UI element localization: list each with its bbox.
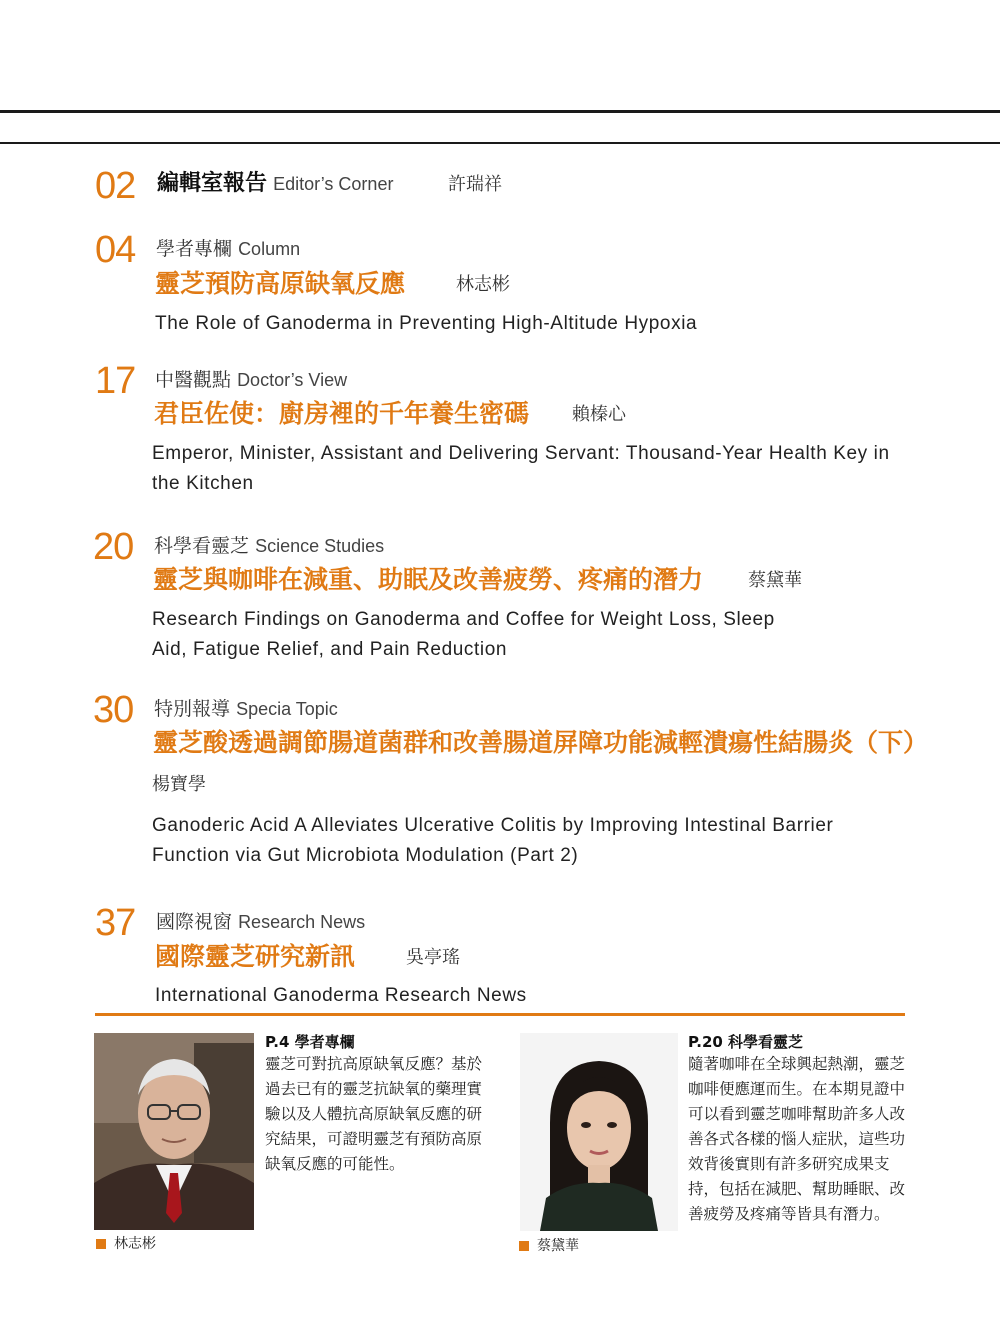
section-label-en: Specia Topic xyxy=(236,699,338,719)
section-label-zh: 特別報導 xyxy=(154,698,231,720)
article-title-en[interactable]: The Role of Ganoderma in Preventing High-Altitude Hypoxia xyxy=(155,313,698,334)
page-number: 17 xyxy=(95,360,136,402)
header-rule-top xyxy=(0,110,1000,113)
divider-rule xyxy=(95,1013,905,1016)
page-number: 02 xyxy=(95,165,136,207)
section-label xyxy=(154,697,338,721)
article-title-zh[interactable]: 靈芝與咖啡在減重、助眠及改善疲勞、疼痛的潛力 xyxy=(153,565,704,594)
article-title-zh[interactable]: 靈芝預防高原缺氧反應 xyxy=(155,269,406,298)
article-title-zh[interactable]: 靈芝酸透過調節腸道菌群和改善腸道屏障功能減輕潰瘍性結腸炎（下） xyxy=(153,728,929,757)
section-label xyxy=(156,237,300,261)
article-title-en[interactable]: Research Findings on Ganoderma and Coffee for Weight Loss, Sleep Aid, Fatigue Relief, and Pain Reduction xyxy=(152,609,775,660)
feature-heading: P.20 科學看靈芝 xyxy=(688,1033,804,1051)
photo-caption xyxy=(519,1237,579,1255)
page-number: 20 xyxy=(93,526,134,568)
page-number: 04 xyxy=(95,229,136,271)
section-label xyxy=(157,172,393,196)
author-name: 楊寶學 xyxy=(152,774,206,795)
section-label-en: Doctor’s View xyxy=(237,370,348,390)
article-title-zh[interactable]: 君臣佐使：廚房裡的千年養生密碼 xyxy=(154,399,530,428)
author-name: 吳亭瑤 xyxy=(406,947,460,968)
article-title-en[interactable]: International Ganoderma Research News xyxy=(155,985,527,1006)
page-number: 30 xyxy=(93,689,134,731)
article-title-en[interactable]: Emperor, Minister, Assistant and Delivering Servant: Thousand-Year Health Key in the Kitchen xyxy=(152,443,890,494)
author-name: 蔡黛華 xyxy=(748,570,802,591)
author-name: 林志彬 xyxy=(456,274,510,295)
section-label xyxy=(156,910,365,934)
caption-marker xyxy=(519,1241,529,1251)
author-photo-lin xyxy=(94,1033,254,1230)
section-label xyxy=(155,368,347,392)
section-label-zh: 學者專欄 xyxy=(156,238,233,260)
feature-text: 靈芝可對抗高原缺氧反應？基於過去已有的靈芝抗缺氧的藥理實驗以及人體抗高原缺氧反應的研究結果，可證明靈芝有預防高原缺氧反應的可能性。 xyxy=(265,1055,483,1173)
author-name: 許瑞祥 xyxy=(448,174,502,195)
section-label xyxy=(154,534,384,558)
author-name: 賴榛心 xyxy=(572,404,626,425)
feature-text: 隨著咖啡在全球興起熱潮，靈芝咖啡便應運而生。在本期見證中可以看到靈芝咖啡幫助許多人改善各式各樣的惱人症狀，這些功效背後實則有許多研究成果支持，包括在減肥、幫助睡眠、改善疲勞及疼痛等皆具有潛力。 xyxy=(688,1055,906,1223)
author-photo-tsai xyxy=(520,1033,678,1231)
section-label-zh: 國際視窗 xyxy=(156,911,233,933)
article-title-zh[interactable]: 國際靈芝研究新訊 xyxy=(155,942,356,971)
caption-text: 蔡黛華 xyxy=(537,1238,579,1254)
photo-caption xyxy=(96,1235,156,1253)
section-label-zh: 科學看靈芝 xyxy=(154,535,250,557)
feature-heading: P.4 學者專欄 xyxy=(265,1033,355,1051)
section-label-zh: 中醫觀點 xyxy=(155,369,232,391)
section-label-zh: 編輯室報告 xyxy=(157,171,268,196)
section-label-en: Science Studies xyxy=(255,536,385,556)
caption-marker xyxy=(96,1239,106,1249)
section-label-en: Column xyxy=(238,239,301,259)
page-number: 37 xyxy=(95,902,136,944)
section-label-en: Editor’s Corner xyxy=(273,174,394,194)
article-title-en[interactable]: Ganoderic Acid A Alleviates Ulcerative Colitis by Improving Intestinal Barrier Function via Gut Microbiota Modulation (Part 2) xyxy=(152,815,834,866)
caption-text: 林志彬 xyxy=(114,1236,156,1252)
header-rule-bottom xyxy=(0,142,1000,144)
section-label-en: Research News xyxy=(238,912,366,932)
